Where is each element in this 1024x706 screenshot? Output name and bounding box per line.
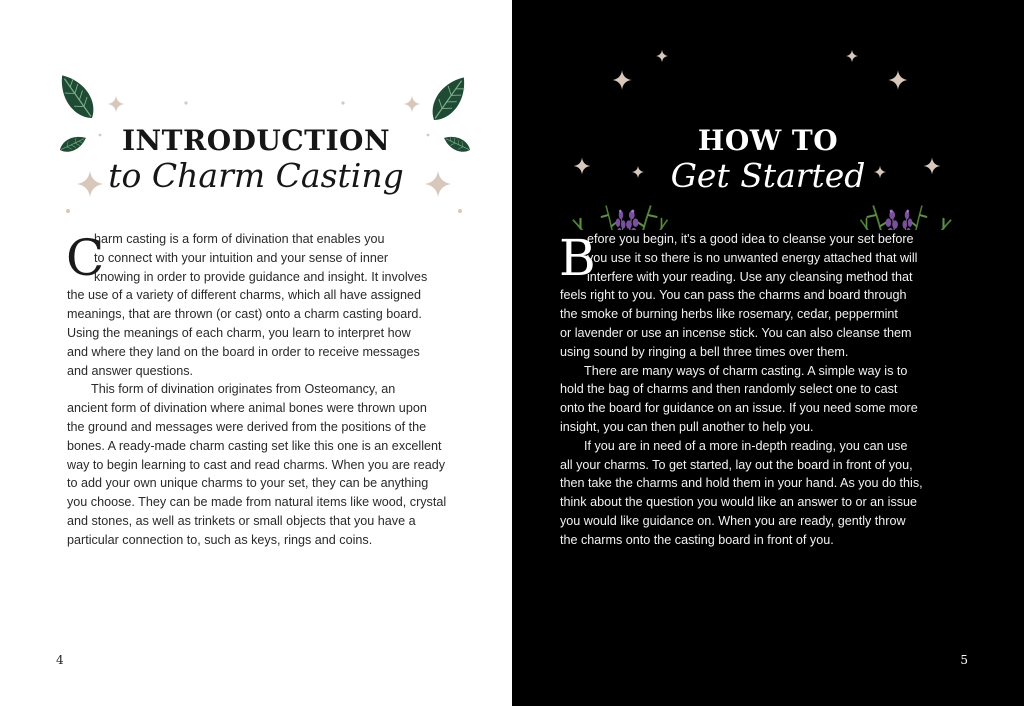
text-line: insight, you can then pull another to help you. (560, 419, 814, 434)
text-line: hold the bag of charms and then randomly select one to cast (560, 382, 898, 397)
page-subtitle: Get Started (670, 156, 866, 195)
text-line: the charms onto the casting board in front of you. (560, 532, 834, 547)
sparkle-icon (846, 50, 858, 62)
text-line: the use of a variety of different charms, which all have assigned (67, 288, 421, 303)
right-decoration (512, 0, 1024, 230)
text-line: and stones, as well as trinkets or small objects that you have a (67, 513, 416, 528)
text-line: If you are in need of a more in-depth reading, you can use (584, 438, 908, 453)
page-number: 5 (960, 653, 968, 667)
text-line: way to begin learning to cast and read charms. When you are ready (67, 457, 446, 472)
text-line: all your charms. To get started, lay out the board in front of you, (560, 457, 913, 472)
body-text (67, 230, 467, 550)
text-line: you use it so there is no unwanted energy attached that will (587, 250, 918, 265)
text-line: Using the meanings of each charm, you learn to interpret how (67, 325, 411, 340)
text-line: efore you begin, it's a good idea to cleanse your set before (587, 232, 914, 246)
text-line: interfere with your reading. Use any cleansing method that (587, 269, 913, 284)
text-line: then take the charms and hold them in your hand. As you do this, (560, 476, 923, 491)
text-line: to connect with your intuition and your sense of inner (94, 250, 389, 265)
text-line: particular connection to, such as keys, rings and coins. (67, 532, 373, 547)
page-number: 4 (56, 653, 64, 667)
right-page (512, 0, 1024, 706)
text-line: or lavender or use an incense stick. You can also cleanse them (560, 325, 912, 340)
leaf-icon (425, 71, 473, 127)
text-line: the smoke of burning herbs like rosemary, cedar, peppermint (560, 307, 898, 322)
text-line: ancient form of divination where animal bones were thrown upon (67, 401, 427, 416)
page-title: INTRODUCTION (121, 124, 391, 157)
text-line: you choose. They can be made from natural items like wood, crystal (67, 495, 447, 510)
sparkle-icon (108, 96, 125, 113)
text-line: you would like guidance on. When you are ready, gently throw (560, 513, 906, 528)
text-line: using sound by ringing a bell three times over them. (560, 344, 849, 359)
sparkle-icon (888, 70, 907, 89)
text-line: There are many ways of charm casting. A simple way is to (584, 363, 908, 378)
text-line: bones. A ready-made charm casting set like this one is an excellent (67, 438, 442, 453)
page-title: HOW TO (697, 124, 839, 157)
drop-cap: B (559, 229, 596, 287)
lavender-sprig-icon (573, 206, 657, 231)
body-text (560, 230, 960, 550)
sparkle-icon (612, 70, 631, 89)
page-subtitle: to Charm Casting (108, 156, 404, 195)
text-line: and where they land on the board in order to receive messages (67, 344, 420, 359)
text-line: feels right to you. You can pass the charms and board through (560, 288, 907, 303)
text-line: meanings, that are thrown (or cast) onto a charm casting board. (67, 307, 422, 322)
sparkle-icon (404, 96, 421, 113)
sparkle-icon (656, 50, 668, 62)
text-line: This form of divination originates from Osteomancy, an (91, 382, 396, 397)
left-decoration (0, 0, 512, 230)
text-line: and answer questions. (67, 363, 194, 378)
leaf-icon (53, 69, 101, 125)
text-line: the ground and messages were derived from the positions of the (67, 419, 427, 434)
text-line: harm casting is a form of divination that enables you (94, 232, 385, 246)
drop-cap: C (66, 229, 105, 287)
text-line: to add your own unique charms to your set, they can be anything (67, 476, 429, 491)
text-line: think about the question you would like an answer to or an issue (560, 495, 918, 510)
text-line: knowing in order to provide guidance and insight. It involves (94, 269, 428, 284)
text-line: onto the board for guidance on an issue. If you need some more (560, 401, 918, 416)
